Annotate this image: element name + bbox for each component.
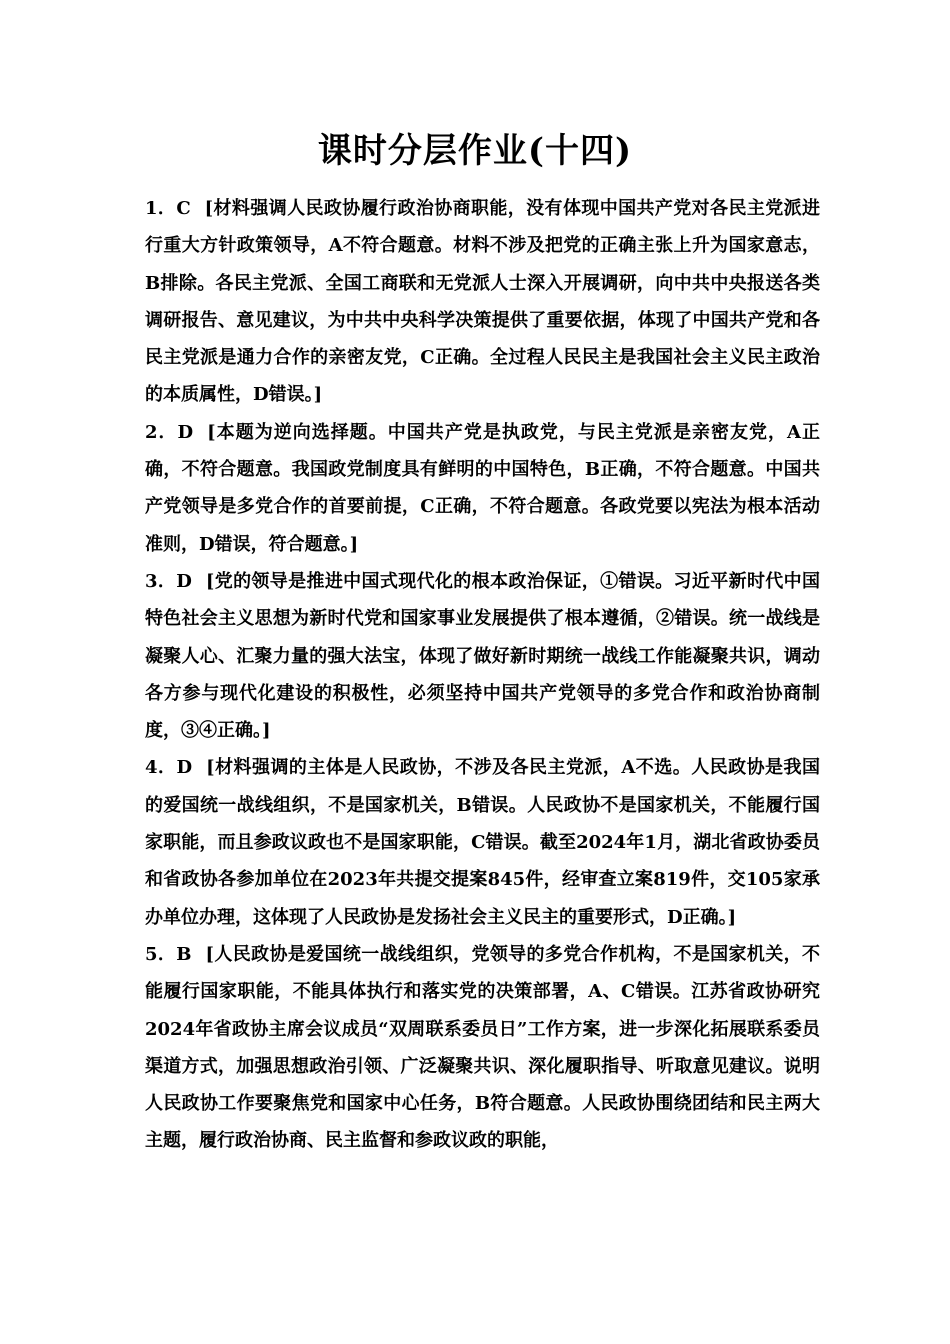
answer-list [145,190,820,1160]
item-answer: C [176,198,191,219]
item-explanation: [材料强调人民政协履行政治协商职能，没有体现中国共产党对各民主党派进行重大方针政策领导，A不符合题意。材料不涉及把党的正确主张上升为国家意志，B排除。各民主党派、全国工商联和无党派人士深入开展调研，向中共中央报送各类调研报告、意见建议，为中共中央科学决策提供了重要依据，体现了中国共产党和各民主党派是通力合作的亲密友党，C正确。全过程人民民主是我国社会主义民主政治的本质属性，D错误。] [145,198,821,406]
item-explanation: [本题为逆向选择题。中国共产党是执政党，与民主党派是亲密友党，A正确，不符合题意。我国政党制度具有鲜明的中国特色，B正确，不符合题意。中国共产党领导是多党合作的首要前提，C正确，不符合题意。各政党要以宪法为根本活动准则，D错误，符合题意。] [145,421,820,555]
item-number: 2． [145,421,178,443]
item-answer: B [176,943,192,965]
item-explanation: [人民政协是爱国统一战线组织，党领导的多党合作机构，不是国家机关，不能履行国家职能，不能具体执行和落实党的决策部署，A、C错误。江苏省政协研究2024年省政协主席会议成员“双周联系委员日”工作方案，进一步深化拓展联系委员渠道方式，加强思想政治引领、广泛凝聚共识、深化履职指导、听取意见建议。说明人民政协工作要聚焦党和国家中心任务，B符合题意。人民政协围绕团结和民主两大主题，履行政治协商、民主监督和参政议政的职能， [145,943,821,1152]
item-number: 1． [145,198,177,219]
item-explanation: [材料强调的主体是人民政协，不涉及各民主党派，A不选。人民政协是我国的爱国统一战线组织，不是国家机关，B错误。人民政协不是国家机关，不能履行国家职能，而且参政议政也不是国家职能，C错误。截至2024年1月，湖北省政协委员和省政协各参加单位在2023年共提交提案845件，经审查立案819件，交105家承办单位办理，这体现了人民政协是发扬社会主义民主的重要形式，D正确。] [145,757,820,928]
item-number: 3． [145,570,177,592]
item-explanation: [党的领导是推进中国式现代化的根本政治保证，①错误。习近平新时代中国特色社会主义思想为新时代党和国家事业发展提供了根本遵循，②错误。统一战线是凝聚人心、汇聚力量的强大法宝，体现了做好新时期统一战线工作能凝聚共识，调动各方参与现代化建设的积极性，必须坚持中国共产党领导的多党合作和政治协商制度，③④正确。] [145,570,820,742]
answer-item-3 [145,563,820,749]
answer-item-4 [145,749,820,935]
item-answer: D [177,421,194,443]
item-number: 5． [145,943,177,965]
item-answer: D [176,757,193,779]
page-title: 课时分层作业(十四) [317,131,633,171]
answer-item-5 [145,936,820,1160]
answer-item-1 [145,190,820,414]
item-answer: D [176,570,192,592]
item-number: 4． [145,757,177,779]
answer-item-2 [145,414,820,563]
